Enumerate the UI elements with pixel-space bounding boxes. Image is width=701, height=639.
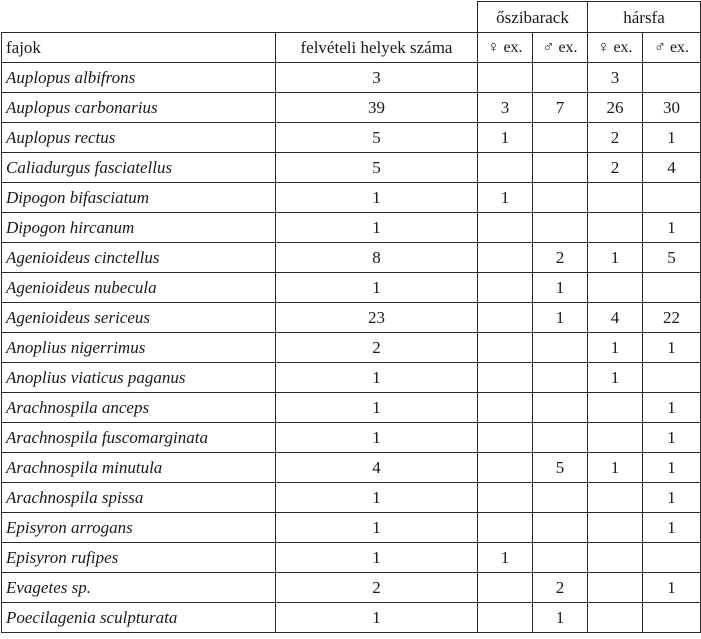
oszibarack-male-cell: 2	[533, 243, 588, 273]
species-name-cell: Agenioideus nubecula	[2, 273, 276, 303]
harsfa-male-cell	[643, 603, 701, 633]
harsfa-male-cell	[643, 273, 701, 303]
table-row	[2, 63, 701, 93]
site-count-cell: 5	[276, 123, 478, 153]
oszibarack-female-cell	[478, 513, 533, 543]
species-name-cell: Dipogon bifasciatum	[2, 183, 276, 213]
harsfa-female-cell	[588, 513, 643, 543]
table-row	[2, 153, 701, 183]
column-header-count: felvételi helyek száma	[276, 33, 478, 63]
oszibarack-female-cell	[478, 303, 533, 333]
harsfa-female-cell	[588, 483, 643, 513]
harsfa-female-cell	[588, 183, 643, 213]
harsfa-female-cell: 2	[588, 153, 643, 183]
oszibarack-female-cell	[478, 453, 533, 483]
harsfa-male-cell: 1	[643, 333, 701, 363]
table-row	[2, 213, 701, 243]
table-row	[2, 543, 701, 573]
species-name-cell: Caliadurgus fasciatellus	[2, 153, 276, 183]
oszibarack-female-cell: 1	[478, 123, 533, 153]
harsfa-female-cell: 1	[588, 363, 643, 393]
harsfa-male-cell	[643, 183, 701, 213]
species-name-cell: Arachnospila minutula	[2, 453, 276, 483]
site-count-cell: 1	[276, 483, 478, 513]
table-row	[2, 363, 701, 393]
table-row	[2, 273, 701, 303]
harsfa-male-cell	[643, 363, 701, 393]
oszibarack-female-cell	[478, 63, 533, 93]
oszibarack-male-cell	[533, 423, 588, 453]
site-count-cell: 23	[276, 303, 478, 333]
harsfa-male-cell: 1	[643, 573, 701, 603]
table-row	[2, 483, 701, 513]
group-header-harsfa: hársfa	[588, 2, 701, 33]
table-row	[2, 333, 701, 363]
species-name-cell: Evagetes sp.	[2, 573, 276, 603]
harsfa-male-cell	[643, 63, 701, 93]
blank-corner-cell	[2, 2, 478, 33]
oszibarack-male-cell	[533, 483, 588, 513]
harsfa-male-cell: 1	[643, 123, 701, 153]
site-count-cell: 5	[276, 153, 478, 183]
site-count-cell: 1	[276, 513, 478, 543]
species-name-cell: Anoplius viaticus paganus	[2, 363, 276, 393]
site-count-cell: 1	[276, 543, 478, 573]
oszibarack-female-cell: 1	[478, 183, 533, 213]
species-name-cell: Arachnospila anceps	[2, 393, 276, 423]
table-row	[2, 93, 701, 123]
oszibarack-male-cell: 1	[533, 303, 588, 333]
harsfa-female-cell: 1	[588, 453, 643, 483]
oszibarack-male-cell	[533, 63, 588, 93]
site-count-cell: 1	[276, 183, 478, 213]
oszibarack-female-cell	[478, 333, 533, 363]
oszibarack-female-cell	[478, 573, 533, 603]
harsfa-male-cell: 1	[643, 483, 701, 513]
harsfa-female-cell: 3	[588, 63, 643, 93]
species-name-cell: Anoplius nigerrimus	[2, 333, 276, 363]
column-header-row	[2, 33, 701, 63]
group-header-row	[2, 2, 701, 33]
table-row	[2, 183, 701, 213]
oszibarack-female-cell	[478, 423, 533, 453]
oszibarack-male-cell	[533, 513, 588, 543]
harsfa-female-cell: 2	[588, 123, 643, 153]
oszibarack-female-cell	[478, 243, 533, 273]
table-body	[2, 63, 701, 633]
species-name-cell: Arachnospila fuscomarginata	[2, 423, 276, 453]
harsfa-male-cell: 22	[643, 303, 701, 333]
oszibarack-male-cell	[533, 183, 588, 213]
oszibarack-male-cell: 2	[533, 573, 588, 603]
oszibarack-female-cell: 1	[478, 543, 533, 573]
species-name-cell: Episyron arrogans	[2, 513, 276, 543]
column-header-oszibarack-male: ♂ ex.	[533, 33, 588, 63]
site-count-cell: 1	[276, 393, 478, 423]
harsfa-female-cell	[588, 393, 643, 423]
harsfa-female-cell	[588, 423, 643, 453]
site-count-cell: 1	[276, 213, 478, 243]
oszibarack-female-cell	[478, 213, 533, 243]
harsfa-female-cell	[588, 603, 643, 633]
harsfa-male-cell: 1	[643, 213, 701, 243]
oszibarack-male-cell	[533, 363, 588, 393]
harsfa-male-cell: 1	[643, 453, 701, 483]
species-name-cell: Dipogon hircanum	[2, 213, 276, 243]
oszibarack-female-cell: 3	[478, 93, 533, 123]
oszibarack-male-cell	[533, 213, 588, 243]
harsfa-female-cell: 1	[588, 333, 643, 363]
table-row	[2, 603, 701, 633]
site-count-cell: 4	[276, 453, 478, 483]
oszibarack-female-cell	[478, 153, 533, 183]
site-count-cell: 2	[276, 333, 478, 363]
harsfa-female-cell	[588, 573, 643, 603]
oszibarack-male-cell: 7	[533, 93, 588, 123]
oszibarack-male-cell	[533, 393, 588, 423]
species-name-cell: Poecilagenia sculpturata	[2, 603, 276, 633]
table-row	[2, 303, 701, 333]
oszibarack-female-cell	[478, 603, 533, 633]
oszibarack-male-cell	[533, 123, 588, 153]
harsfa-female-cell: 1	[588, 243, 643, 273]
oszibarack-male-cell: 1	[533, 603, 588, 633]
table-row	[2, 513, 701, 543]
table-row	[2, 573, 701, 603]
group-header-oszibarack: őszibarack	[478, 2, 588, 33]
table-row	[2, 423, 701, 453]
oszibarack-male-cell: 5	[533, 453, 588, 483]
species-table	[1, 1, 701, 633]
table-row	[2, 453, 701, 483]
species-name-cell: Episyron rufipes	[2, 543, 276, 573]
oszibarack-male-cell	[533, 543, 588, 573]
site-count-cell: 39	[276, 93, 478, 123]
oszibarack-female-cell	[478, 363, 533, 393]
oszibarack-female-cell	[478, 273, 533, 303]
site-count-cell: 3	[276, 63, 478, 93]
site-count-cell: 1	[276, 603, 478, 633]
species-name-cell: Auplopus rectus	[2, 123, 276, 153]
site-count-cell: 2	[276, 573, 478, 603]
oszibarack-female-cell	[478, 483, 533, 513]
harsfa-male-cell: 4	[643, 153, 701, 183]
column-header-oszibarack-female: ♀ ex.	[478, 33, 533, 63]
site-count-cell: 1	[276, 423, 478, 453]
site-count-cell: 1	[276, 363, 478, 393]
harsfa-female-cell	[588, 273, 643, 303]
site-count-cell: 1	[276, 273, 478, 303]
oszibarack-female-cell	[478, 393, 533, 423]
table-header	[2, 2, 701, 63]
species-name-cell: Auplopus albifrons	[2, 63, 276, 93]
table-row	[2, 243, 701, 273]
harsfa-male-cell: 1	[643, 423, 701, 453]
harsfa-male-cell: 5	[643, 243, 701, 273]
species-name-cell: Agenioideus sericeus	[2, 303, 276, 333]
table-row	[2, 123, 701, 153]
harsfa-male-cell: 1	[643, 393, 701, 423]
harsfa-male-cell: 1	[643, 513, 701, 543]
harsfa-female-cell: 4	[588, 303, 643, 333]
column-header-harsfa-male: ♂ ex.	[643, 33, 701, 63]
column-header-species: fajok	[2, 33, 276, 63]
oszibarack-male-cell: 1	[533, 273, 588, 303]
oszibarack-male-cell	[533, 153, 588, 183]
harsfa-male-cell: 30	[643, 93, 701, 123]
species-name-cell: Agenioideus cinctellus	[2, 243, 276, 273]
oszibarack-male-cell	[533, 333, 588, 363]
harsfa-female-cell	[588, 213, 643, 243]
species-name-cell: Arachnospila spissa	[2, 483, 276, 513]
harsfa-female-cell	[588, 543, 643, 573]
harsfa-male-cell	[643, 543, 701, 573]
species-name-cell: Auplopus carbonarius	[2, 93, 276, 123]
table-row	[2, 393, 701, 423]
column-header-harsfa-female: ♀ ex.	[588, 33, 643, 63]
site-count-cell: 8	[276, 243, 478, 273]
harsfa-female-cell: 26	[588, 93, 643, 123]
